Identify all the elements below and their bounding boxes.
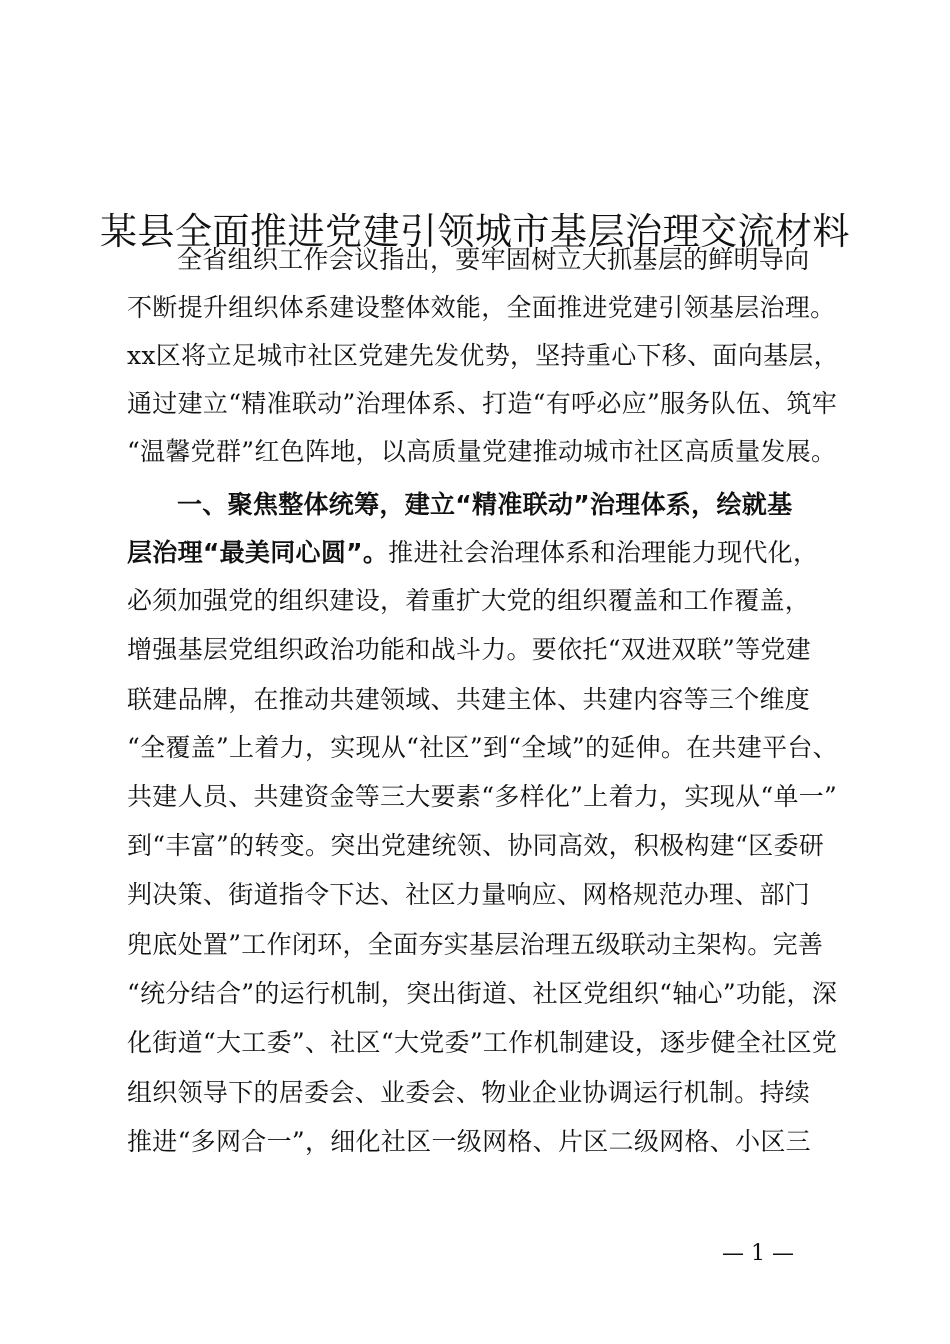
paragraph-line: “全覆盖”上着力，实现从“社区”到“全域”的延伸。在共建平台、 — [127, 733, 838, 762]
paragraph-line: 增强基层党组织政治功能和战斗力。要依托“双进双联”等党建 — [127, 635, 811, 664]
paragraph-line: 判决策、街道指令下达、社区力量响应、网格规范办理、部门 — [127, 880, 811, 909]
paragraph-line: 组织领导下的居委会、业委会、物业企业协调运行机制。持续 — [127, 1078, 811, 1107]
paragraph-line: “统分结合”的运行机制，突出街道、社区党组织“轴心”功能，深 — [127, 979, 838, 1008]
paragraph-line: 推进“多网合一”，细化社区一级网格、片区二级网格、小区三 — [127, 1127, 811, 1156]
paragraph-line: 联建品牌，在推动共建领域、共建主体、共建内容等三个维度 — [127, 685, 811, 714]
paragraph-line-mixed — [127, 533, 818, 573]
paragraph-line: 全省组织工作会议指出，要牢固树立大抓基层的鲜明导向 — [177, 245, 810, 274]
paragraph-line: 共建人员、共建资金等三大要素“多样化”上着力，实现从“单一” — [127, 782, 838, 811]
paragraph-line: xx区将立足城市社区党建先发优势，坚持重心下移、面向基层， — [127, 341, 839, 370]
paragraph-line: “温馨党群”红色阵地，以高质量党建推动城市社区高质量发展。 — [127, 437, 837, 466]
paragraph-line: 化街道“大工委”、社区“大党委”工作机制建设，逐步健全社区党 — [127, 1028, 838, 1057]
section-heading-line: 一、聚焦整体统筹，建立“精准联动”治理体系，绘就基 — [177, 490, 793, 519]
paragraph-line: 到“丰富”的转变。突出党建统领、协同高效，积极构建“区委研 — [127, 831, 825, 860]
paragraph-line: 必须加强党的组织建设，着重扩大党的组织覆盖和工作覆盖， — [127, 586, 811, 615]
paragraph-line: 通过建立“精准联动”治理体系、打造“有呼必应”服务队伍、筑牢 — [127, 389, 838, 418]
page-number-footer — [0, 1236, 950, 1272]
document-title: 某县全面推进党建引领城市基层治理交流材料 — [100, 209, 850, 253]
paragraph-line: 兜底处置”工作闭环，全面夯实基层治理五级联动主架构。完善 — [127, 930, 824, 959]
paragraph-text: 推进社会治理体系和治理能力现代化， — [388, 538, 819, 567]
page-number: — 1 — — [722, 1241, 794, 1266]
section-heading-tail: 层治理“最美同心圆”。 — [127, 538, 389, 567]
paragraph-line: 不断提升组织体系建设整体效能，全面推进党建引领基层治理。 — [127, 293, 836, 322]
